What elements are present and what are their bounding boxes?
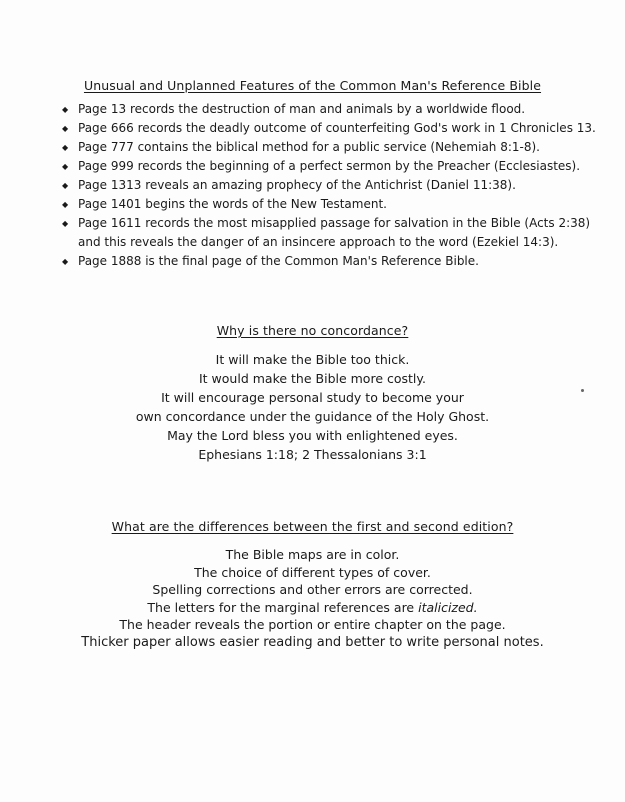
concordance-line: It will make the Bible too thick.	[215, 352, 410, 367]
list-item-continuation: and this reveals the danger of an insincere approach to the word (Ezekiel 14:3).	[78, 235, 559, 249]
list-item	[62, 252, 622, 271]
list-item	[62, 176, 622, 195]
diamond-bullet-icon: ◆	[62, 200, 69, 209]
edition-differences	[0, 546, 625, 651]
list-item	[62, 157, 622, 176]
list-item-text: Page 1611 records the most misapplied passage for salvation in the Bible (Acts 2:38)	[78, 216, 591, 230]
scan-speck	[581, 389, 584, 392]
features-heading: Unusual and Unplanned Features of the Common Man's Reference Bible	[83, 78, 542, 93]
edition-line	[0, 599, 625, 617]
concordance-line: own concordance under the guidance of the Holy Ghost.	[135, 409, 490, 424]
concordance-line: May the Lord bless you with enlightened eyes.	[167, 428, 458, 443]
edition-heading: What are the differences between the first and second edition?	[111, 519, 514, 534]
list-item	[62, 138, 622, 157]
concordance-line: It will encourage personal study to become your	[161, 390, 464, 405]
diamond-bullet-icon: ◆	[62, 124, 69, 133]
list-item-text: Page 1888 is the final page of the Common Man's Reference Bible.	[78, 254, 479, 268]
list-item	[62, 195, 622, 214]
edition-line: Spelling corrections and other errors are corrected.	[152, 582, 473, 597]
list-item-text: Page 999 records the beginning of a perfect sermon by the Preacher (Ecclesiastes).	[78, 159, 581, 173]
edition-line: The header reveals the portion or entire chapter on the page.	[119, 617, 506, 632]
edition-line: Thicker paper allows easier reading and better to write personal notes.	[81, 634, 544, 650]
scripture-reference: Ephesians 1:18; 2 Thessalonians 3:1	[198, 447, 427, 462]
diamond-bullet-icon: ◆	[62, 181, 69, 190]
features-list	[62, 100, 622, 271]
concordance-heading: Why is there no concordance?	[216, 323, 409, 338]
list-item-text: Page 777 contains the biblical method for a public service (Nehemiah 8:1-8).	[78, 140, 540, 154]
edition-line: The choice of different types of cover.	[194, 564, 431, 580]
list-item	[62, 214, 622, 252]
diamond-bullet-icon: ◆	[62, 162, 69, 171]
list-item	[62, 119, 622, 138]
italic-word: italicized.	[418, 599, 478, 615]
diamond-bullet-icon: ◆	[62, 143, 69, 152]
concordance-line: It would make the Bible more costly.	[199, 371, 426, 386]
diamond-bullet-icon: ◆	[62, 105, 69, 114]
list-item-text: Page 1401 begins the words of the New Testament.	[78, 197, 387, 211]
edition-line-prefix: The letters for the marginal references are	[147, 599, 419, 615]
list-item	[62, 100, 622, 119]
concordance-text	[0, 350, 625, 464]
diamond-bullet-icon: ◆	[62, 219, 69, 228]
edition-line: The Bible maps are in color.	[225, 547, 400, 562]
diamond-bullet-icon: ◆	[62, 257, 69, 266]
list-item-text: Page 666 records the deadly outcome of counterfeiting God's work in 1 Chronicles 13.	[78, 121, 596, 135]
list-item-text: Page 13 records the destruction of man and animals by a worldwide flood.	[78, 102, 526, 116]
list-item-text: Page 1313 reveals an amazing prophecy of the Antichrist (Daniel 11:38).	[78, 178, 516, 192]
